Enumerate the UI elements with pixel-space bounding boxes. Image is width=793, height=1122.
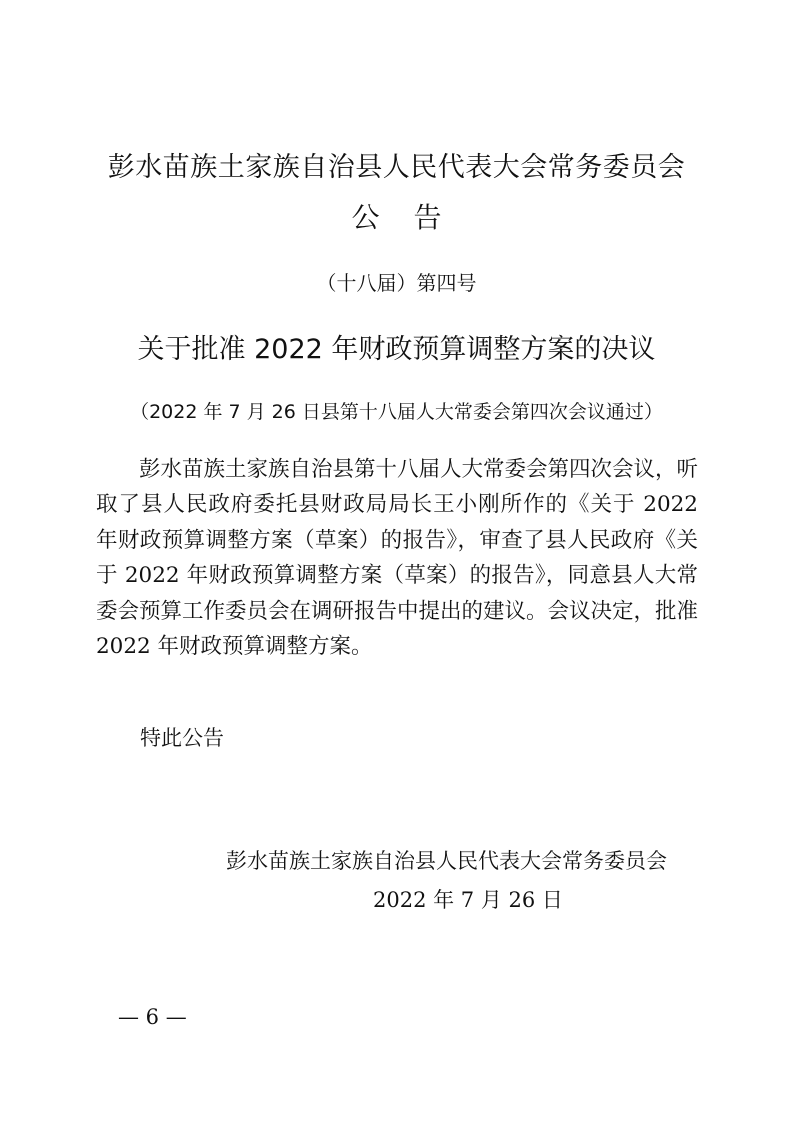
notice-title: 公告 (351, 201, 476, 234)
passage-note: （2022 年 7 月 26 日县第十八届人大常委会第四次会议通过） (130, 401, 663, 423)
issue-number: （十八届）第四号 (316, 271, 477, 295)
resolution-title: 关于批准 2022 年财政预算调整方案的决议 (137, 334, 656, 365)
organization-title: 彭水苗族土家族自治县人民代表大会常务委员会 (107, 152, 686, 183)
closing-text: 特此公告 (140, 726, 224, 750)
signature-date: 2022 年 7 月 26 日 (373, 888, 563, 912)
signature-organization: 彭水苗族土家族自治县人民代表大会常务委员会 (226, 849, 667, 873)
resolution-body: 彭水苗族土家族自治县第十八届人大常委会第四次会议，听取了县人民政府委托县财政局局长王小刚所作的《关于 2022 年财政预算调整方案（草案）的报告》，审查了县人民政府《关于 2022 年财政预算调整方案（草案）的报告》，同意县人大常委会预算工作委员会在调研报告中提出的建议。会议决定，批准 2022 年财政预算调整方案。 (96, 457, 699, 660)
page-number: — 6 — (118, 1005, 187, 1029)
